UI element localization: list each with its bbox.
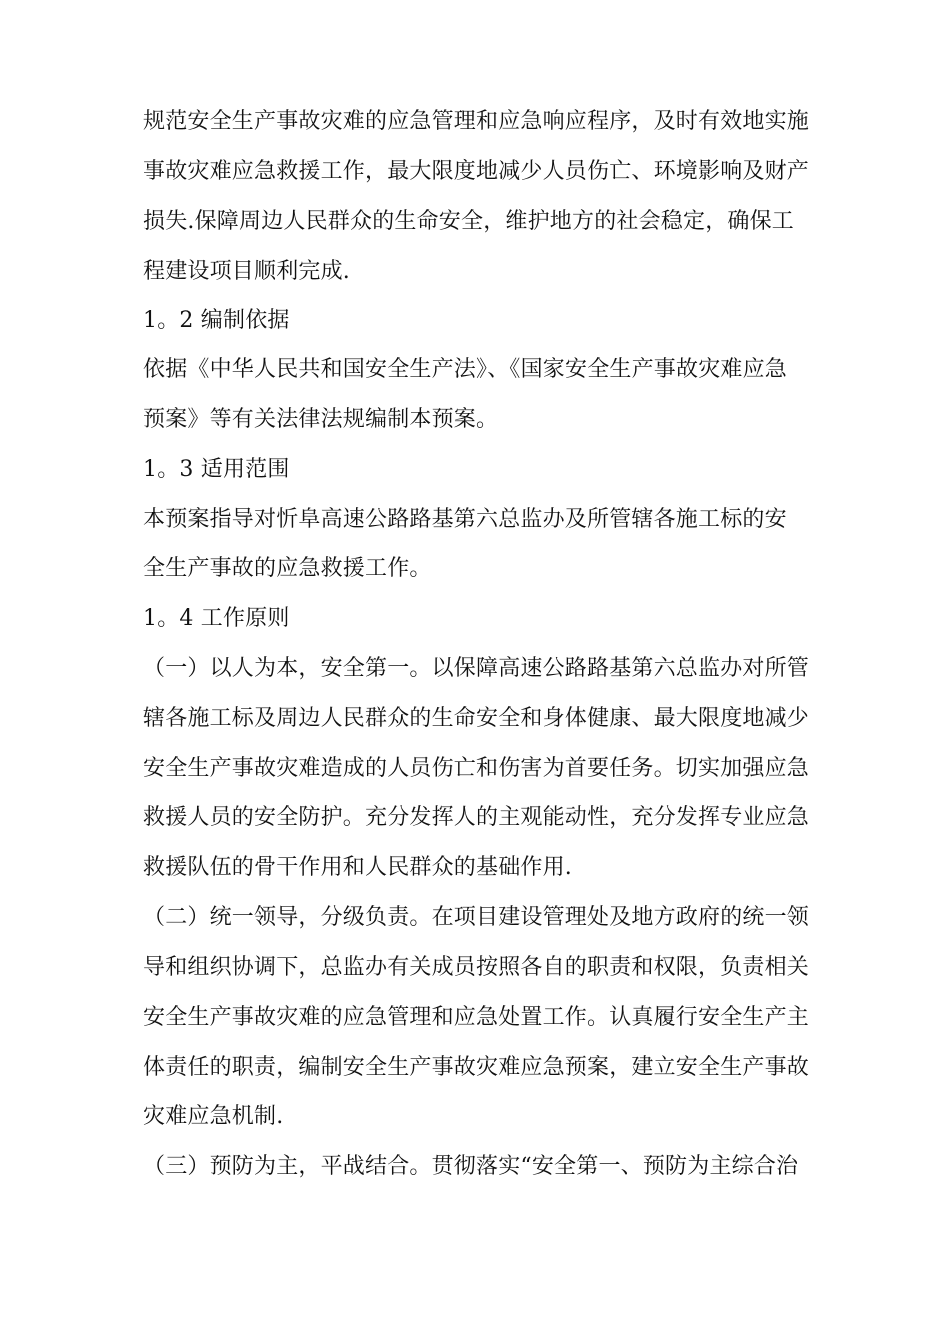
text-line: 预案》等有关法律法规编制本预案。 [143,407,499,432]
text-line: 规范安全生产事故灾难的应急管理和应急响应程序，及时有效地实施 [143,109,810,134]
section-heading: 1。2 编制依据 [143,308,290,333]
text-line: 安全生产事故灾难的应急管理和应急处置工作。认真履行安全生产主 [143,1005,810,1030]
text-line: （一）以人为本，安全第一。以保障高速公路路基第六总监办对所管 [143,656,810,681]
text-line: 本预案指导对忻阜高速公路路基第六总监办及所管辖各施工标的安 [143,507,787,532]
text-line: 灾难应急机制. [143,1104,284,1129]
text-line: 全生产事故的应急救援工作。 [143,556,432,581]
text-line: 依据《中华人民共和国安全生产法》、《国家安全生产事故灾难应急 [143,357,788,382]
text-line: 安全生产事故灾难造成的人员伤亡和伤害为首要任务。切实加强应急 [143,756,810,781]
section-heading: 1。3 适用范围 [143,457,290,482]
text-line: 程建设项目顺利完成. [143,259,350,284]
section-heading: 1。4 工作原则 [143,606,290,631]
text-line: （二）统一领导，分级负责。在项目建设管理处及地方政府的统一领 [143,905,810,930]
text-line: 损失.保障周边人民群众的生命安全，维护地方的社会稳定，确保工 [143,209,794,234]
text-line: 辖各施工标及周边人民群众的生命安全和身体健康、最大限度地减少 [143,706,810,731]
text-line: 体责任的职责，编制安全生产事故灾难应急预案，建立安全生产事故 [143,1055,810,1080]
text-line: 导和组织协调下，总监办有关成员按照各自的职责和权限，负责相关 [143,955,810,980]
text-line: 救援人员的安全防护。充分发挥人的主观能动性，充分发挥专业应急 [143,805,810,830]
text-line: 事故灾难应急救援工作，最大限度地减少人员伤亡、环境影响及财产 [143,159,810,184]
text-line: 救援队伍的骨干作用和人民群众的基础作用. [143,855,572,880]
text-line: （三）预防为主，平战结合。贯彻落实“安全第一、预防为主综合治 [143,1154,799,1179]
